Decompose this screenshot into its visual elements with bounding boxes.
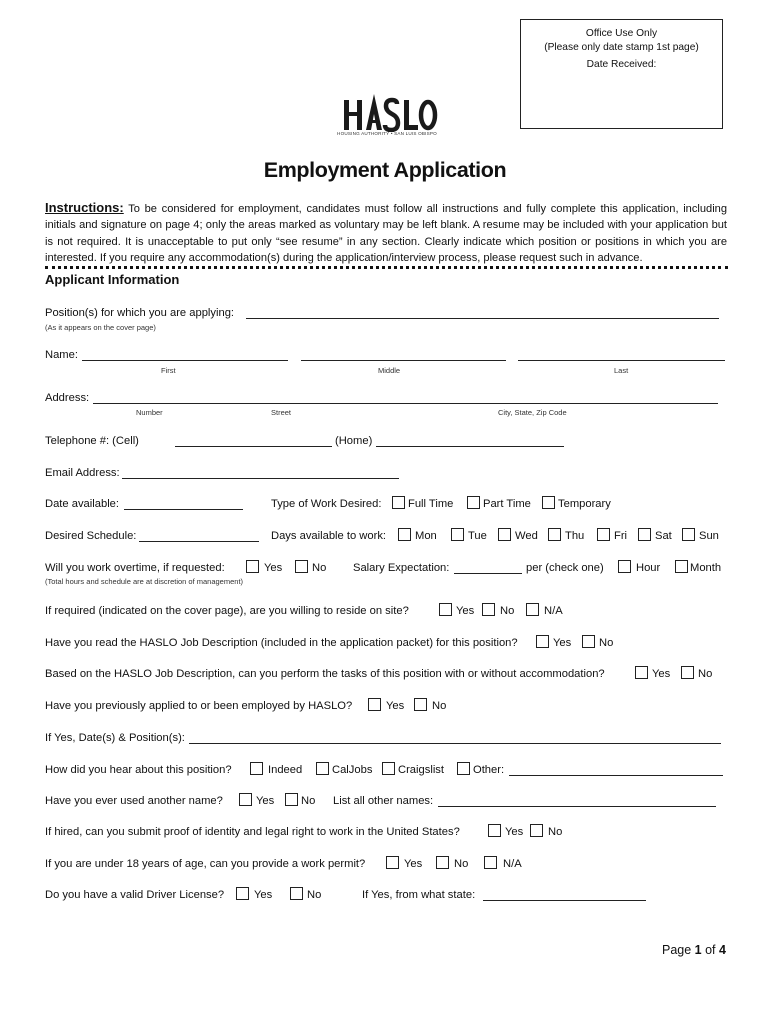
month-label: Month	[690, 562, 722, 574]
hear-label: How did you hear about this position?	[45, 764, 232, 776]
proof-no-checkbox[interactable]	[530, 824, 543, 837]
page-of: of	[701, 943, 719, 957]
section-heading: Applicant Information	[45, 272, 180, 287]
page-title: Employment Application	[263, 158, 507, 182]
temporary-checkbox[interactable]	[542, 496, 555, 509]
license-state-label: If Yes, from what state:	[362, 889, 476, 901]
date-received-label: Date Received:	[586, 59, 657, 70]
office-use-title: Office Use Only	[585, 28, 658, 39]
craigslist-checkbox[interactable]	[382, 762, 395, 775]
previous-yes-label: Yes	[386, 700, 405, 712]
page-prefix: Page	[662, 943, 695, 957]
street-caption: Street	[271, 408, 292, 417]
perform-no-label: No	[698, 668, 713, 680]
reside-no-label: No	[500, 605, 515, 617]
salary-per-label: per (check one)	[526, 562, 604, 574]
other-name-yes-label: Yes	[256, 795, 275, 807]
first-caption: First	[161, 366, 176, 375]
month-checkbox[interactable]	[675, 560, 688, 573]
mon-checkbox[interactable]	[398, 528, 411, 541]
caljobs-checkbox[interactable]	[316, 762, 329, 775]
city-caption: City, State, Zip Code	[498, 408, 567, 417]
position-note: (As it appears on the cover page)	[45, 323, 156, 332]
home-phone-field[interactable]	[376, 446, 564, 447]
permit-yes-checkbox[interactable]	[386, 856, 399, 869]
salary-field[interactable]	[454, 573, 522, 574]
position-field[interactable]	[246, 318, 719, 319]
part-time-label: Part Time	[483, 498, 531, 510]
full-time-checkbox[interactable]	[392, 496, 405, 509]
thu-label: Thu	[565, 530, 585, 542]
read-job-yes-label: Yes	[553, 637, 572, 649]
cell-phone-field[interactable]	[175, 446, 332, 447]
list-names-label: List all other names:	[333, 795, 434, 807]
address-label: Address:	[45, 392, 90, 404]
proof-yes-label: Yes	[505, 826, 524, 838]
previous-no-label: No	[432, 700, 447, 712]
permit-no-label: No	[454, 858, 469, 870]
other-checkbox[interactable]	[457, 762, 470, 775]
proof-yes-checkbox[interactable]	[488, 824, 501, 837]
previous-yes-checkbox[interactable]	[368, 698, 381, 711]
hour-label: Hour	[636, 562, 661, 574]
salary-label: Salary Expectation:	[353, 562, 450, 574]
thu-checkbox[interactable]	[548, 528, 561, 541]
license-state-field[interactable]	[483, 900, 646, 901]
proof-no-label: No	[548, 826, 563, 838]
read-job-yes-checkbox[interactable]	[536, 635, 549, 648]
date-available-label: Date available:	[45, 498, 120, 510]
permit-na-label: N/A	[503, 858, 522, 870]
reside-na-label: N/A	[544, 605, 563, 617]
other-name-no-label: No	[301, 795, 316, 807]
overtime-label: Will you work overtime, if requested:	[45, 562, 225, 574]
if-yes-field[interactable]	[189, 743, 721, 744]
indeed-label: Indeed	[268, 764, 303, 776]
previous-label: Have you previously applied to or been employed by HASLO?	[45, 700, 353, 712]
last-caption: Last	[614, 366, 629, 375]
number-caption: Number	[136, 408, 163, 417]
permit-no-checkbox[interactable]	[436, 856, 449, 869]
if-yes-label: If Yes, Date(s) & Position(s):	[45, 732, 185, 744]
overtime-no-label: No	[312, 562, 327, 574]
hour-checkbox[interactable]	[618, 560, 631, 573]
caljobs-label: CalJobs	[332, 764, 373, 776]
haslo-logo-mark	[322, 92, 450, 132]
tue-label: Tue	[468, 530, 487, 542]
instructions-lead: Instructions:	[45, 200, 124, 215]
other-name-yes-checkbox[interactable]	[239, 793, 252, 806]
indeed-checkbox[interactable]	[250, 762, 263, 775]
reside-no-checkbox[interactable]	[482, 603, 495, 616]
previous-no-checkbox[interactable]	[414, 698, 427, 711]
work-type-label: Type of Work Desired:	[271, 498, 382, 510]
read-job-no-label: No	[599, 637, 614, 649]
instructions-body: To be considered for employment, candidates must follow all instructions and fully complete this application, including initials and signature on page 4; only the areas marked as voluntary may be left blank. A resume may be included with your application but is not required. It is unacceptable to put only “see resume” in any section. Clearly indicate which position or positions in which you are interested. If you require any accommodation(s) during the application/interview process, please request such in advance.	[45, 203, 728, 265]
days-label: Days available to work:	[271, 530, 387, 542]
email-field[interactable]	[122, 478, 399, 479]
other-label: Other:	[473, 764, 505, 776]
reside-yes-label: Yes	[456, 605, 475, 617]
fri-label: Fri	[614, 530, 628, 542]
part-time-checkbox[interactable]	[467, 496, 480, 509]
proof-label: If hired, can you submit proof of identity and legal right to work in the United States?	[45, 826, 460, 838]
reside-yes-checkbox[interactable]	[439, 603, 452, 616]
license-label: Do you have a valid Driver License?	[45, 889, 225, 901]
other-name-label: Have you ever used another name?	[45, 795, 223, 807]
office-use-box	[520, 19, 723, 129]
craigslist-label: Craigslist	[398, 764, 445, 776]
reside-label: If required (indicated on the cover page), are you willing to reside on site?	[45, 605, 409, 617]
page-current: 1	[694, 943, 702, 957]
wed-checkbox[interactable]	[498, 528, 511, 541]
temporary-label: Temporary	[558, 498, 611, 510]
perform-label: Based on the HASLO Job Description, can you perform the tasks of this position with or without accommodation?	[45, 668, 605, 680]
permit-yes-label: Yes	[404, 858, 423, 870]
middle-name-field[interactable]	[301, 360, 506, 361]
list-names-field[interactable]	[438, 806, 716, 807]
sun-label: Sun	[699, 530, 719, 542]
section-divider	[45, 266, 728, 269]
other-name-no-checkbox[interactable]	[285, 793, 298, 806]
read-job-label: Have you read the HASLO Job Description (included in the application packet) for this position?	[45, 637, 518, 649]
perform-no-checkbox[interactable]	[681, 666, 694, 679]
perform-yes-checkbox[interactable]	[635, 666, 648, 679]
sun-checkbox[interactable]	[682, 528, 695, 541]
full-time-label: Full Time	[408, 498, 454, 510]
permit-label: If you are under 18 years of age, can you provide a work permit?	[45, 858, 366, 870]
fri-checkbox[interactable]	[597, 528, 610, 541]
address-field[interactable]	[93, 403, 718, 404]
reside-na-checkbox[interactable]	[526, 603, 539, 616]
other-field[interactable]	[509, 775, 723, 776]
sat-checkbox[interactable]	[638, 528, 651, 541]
email-label: Email Address:	[45, 467, 120, 479]
overtime-yes-checkbox[interactable]	[246, 560, 259, 573]
permit-na-checkbox[interactable]	[484, 856, 497, 869]
logo-subtitle: HOUSING AUTHORITY • SAN LUIS OBISPO	[337, 131, 437, 136]
office-use-note: (Please only date stamp 1st page)	[544, 42, 699, 53]
page-number	[662, 943, 726, 957]
tue-checkbox[interactable]	[451, 528, 464, 541]
read-job-no-checkbox[interactable]	[582, 635, 595, 648]
sat-label: Sat	[655, 530, 672, 542]
license-yes-label: Yes	[254, 889, 273, 901]
page-total: 4	[719, 943, 726, 957]
license-yes-checkbox[interactable]	[236, 887, 249, 900]
mon-label: Mon	[415, 530, 437, 542]
license-no-checkbox[interactable]	[290, 887, 303, 900]
telephone-home-label: (Home)	[335, 435, 373, 447]
overtime-note: (Total hours and schedule are at discretion of management)	[45, 577, 244, 586]
position-label: Position(s) for which you are applying:	[45, 307, 235, 319]
haslo-logo	[322, 92, 450, 142]
schedule-label: Desired Schedule:	[45, 530, 137, 542]
instructions-paragraph	[45, 200, 727, 267]
overtime-no-checkbox[interactable]	[295, 560, 308, 573]
name-label: Name:	[45, 349, 78, 361]
schedule-field[interactable]	[139, 541, 259, 542]
last-name-field[interactable]	[518, 360, 725, 361]
wed-label: Wed	[515, 530, 538, 542]
perform-yes-label: Yes	[652, 668, 671, 680]
first-name-field[interactable]	[82, 360, 288, 361]
overtime-yes-label: Yes	[264, 562, 283, 574]
middle-caption: Middle	[378, 366, 401, 375]
license-no-label: No	[307, 889, 322, 901]
date-available-field[interactable]	[124, 509, 243, 510]
telephone-cell-label: Telephone #: (Cell)	[45, 435, 139, 447]
